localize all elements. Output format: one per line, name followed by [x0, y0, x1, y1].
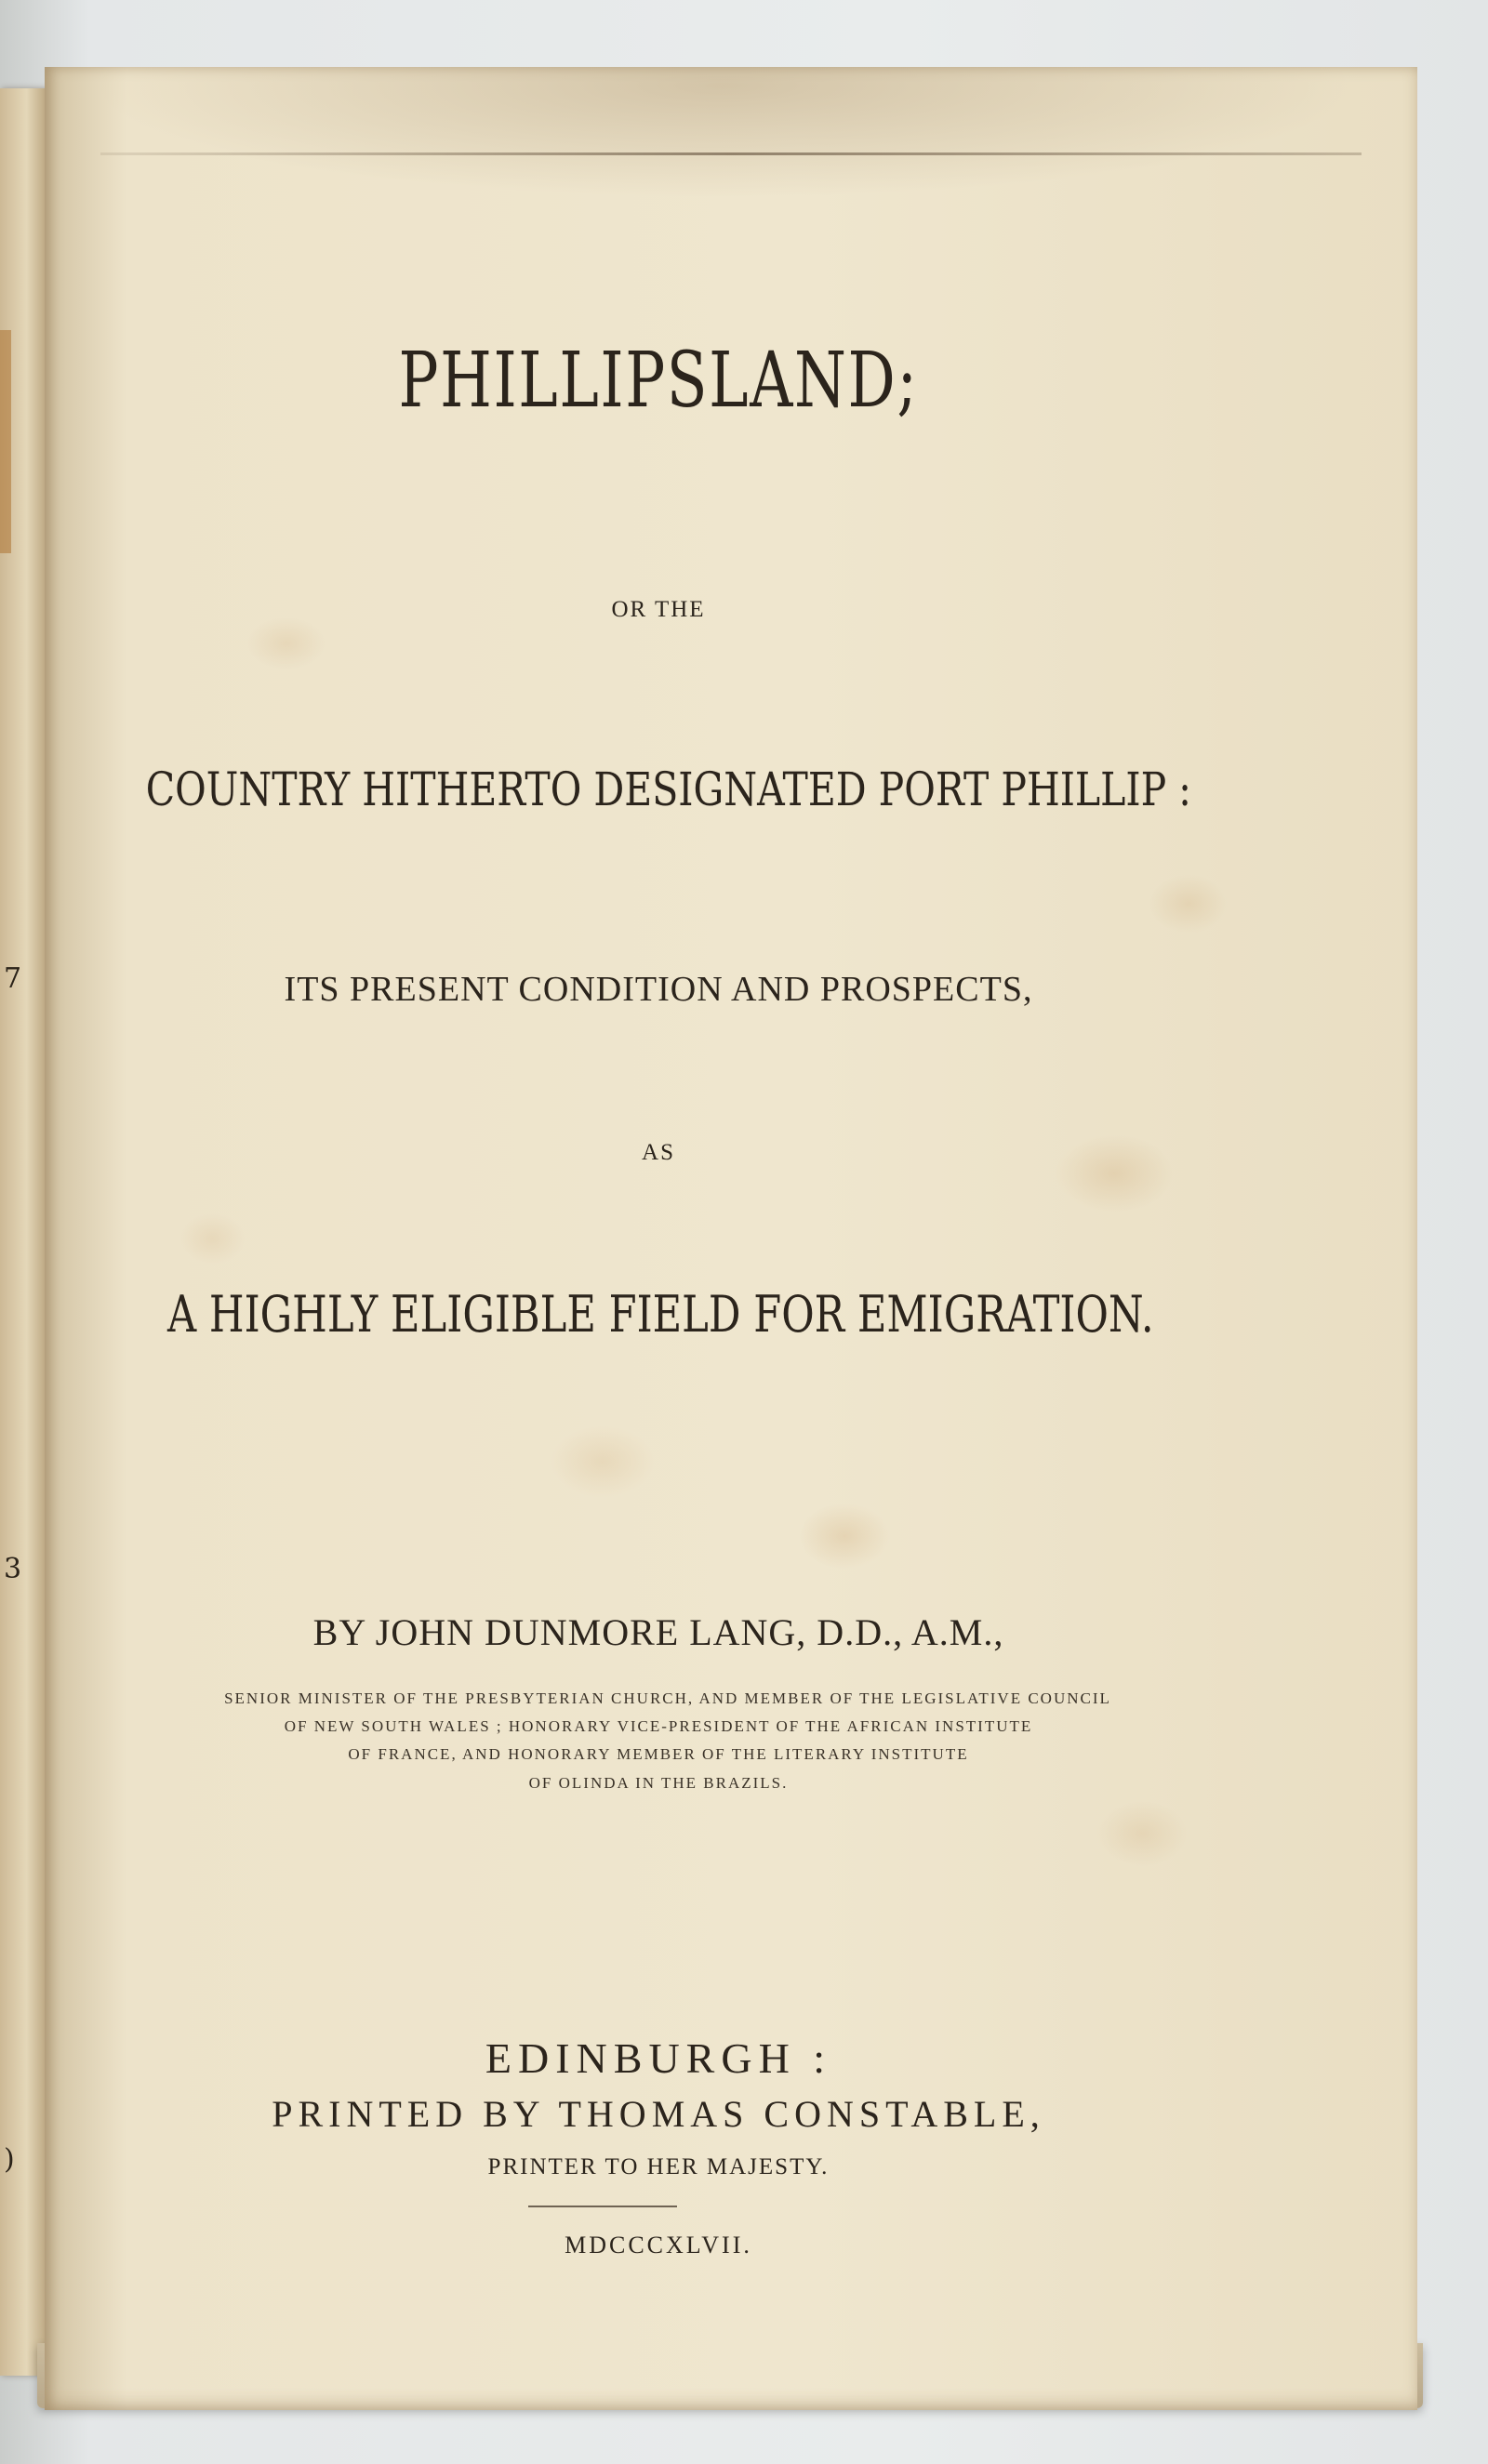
spine-stain — [0, 330, 11, 553]
left-page-mark: 3 — [4, 1553, 22, 1585]
or-the-line: OR THE — [611, 597, 706, 622]
top-rule — [100, 152, 1362, 155]
subtitle-line-3: A HIGHLY ELIGIBLE FIELD FOR EMIGRATION. — [167, 1285, 1154, 1344]
subtitle-line-1: COUNTRY HITHERTO DESIGNATED PORT PHILLIP : — [145, 762, 1192, 816]
as-line: AS — [642, 1140, 675, 1165]
credentials-line: OF FRANCE, AND HONORARY MEMBER OF THE LITERARY INSTITUTE — [348, 1745, 969, 1763]
credentials-line: OF OLINDA IN THE BRAZILS. — [528, 1774, 789, 1792]
imprint-printer-role: PRINTER TO HER MAJESTY. — [487, 2154, 830, 2179]
credentials-line: SENIOR MINISTER OF THE PRESBYTERIAN CHURCH, AND MEMBER OF THE LEGISLATIVE COUNCIL — [224, 1689, 1111, 1707]
imprint-rule — [528, 2206, 677, 2207]
imprint-city: EDINBURGH : — [485, 2034, 832, 2082]
subtitle-line-2: ITS PRESENT CONDITION AND PROSPECTS, — [284, 970, 1033, 1009]
author-line: BY JOHN DUNMORE LANG, D.D., A.M., — [312, 1611, 1004, 1653]
credentials-line: OF NEW SOUTH WALES ; HONORARY VICE-PRESIDENT OF THE AFRICAN INSTITUTE — [284, 1717, 1033, 1735]
book-title: PHILLIPSLAND; — [398, 337, 919, 425]
imprint-year: MDCCCXLVII. — [565, 2232, 752, 2259]
title-page — [45, 67, 1417, 2410]
left-page-mark: ) — [4, 2143, 15, 2176]
left-page-edge — [0, 88, 48, 2376]
imprint-printer: PRINTED BY THOMAS CONSTABLE, — [272, 2093, 1045, 2135]
left-page-mark: 7 — [4, 962, 22, 995]
